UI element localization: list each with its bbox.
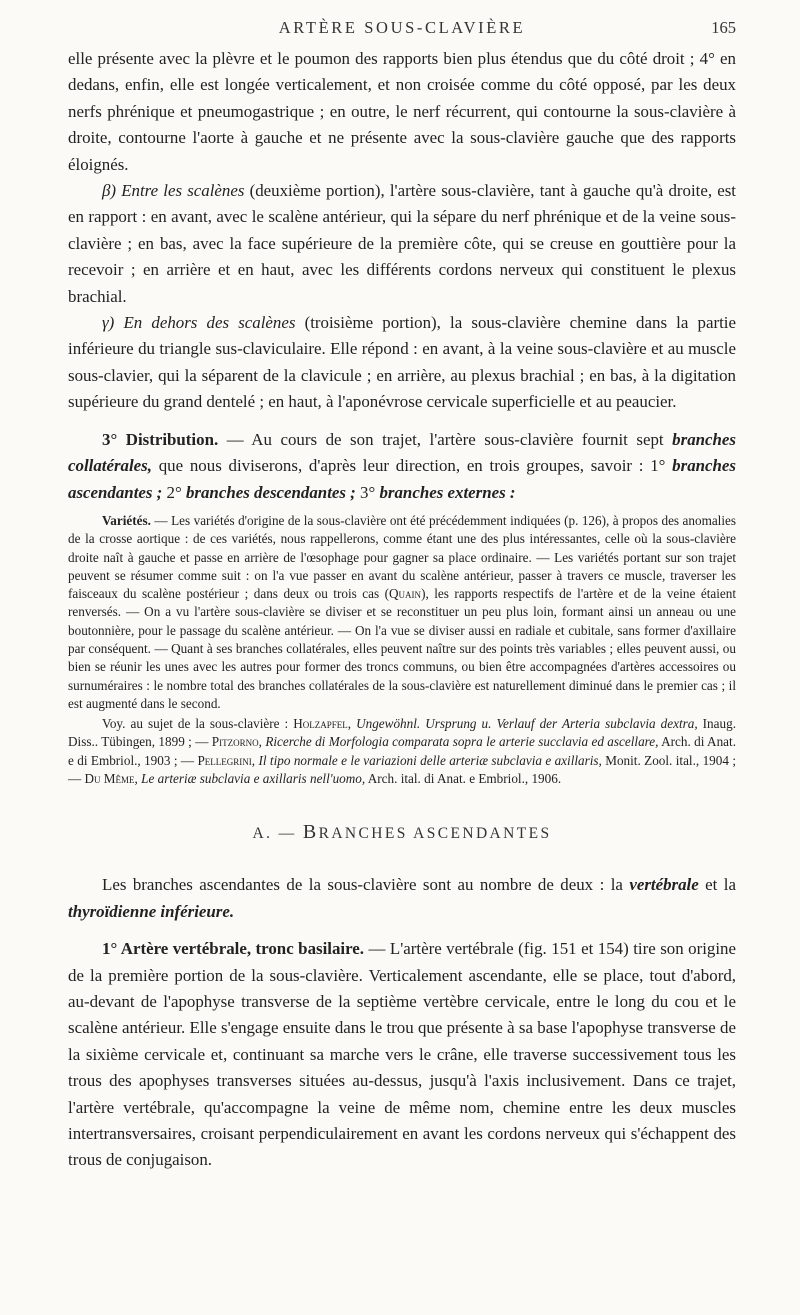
paragraph-ascending-intro	[68, 872, 736, 925]
paragraph-text: (troisième portion), la sous-clavière chemine dans la partie inférieure du triangle sus-claviculaire. Elle répond : en avant, à la veine sous-clavière et au muscle sous-clavier, qui la séparent de la clavicule ; en arrière, au plexus brachial ; en bas, à la digitation supérieure du grand dentelé ; en haut, à l'aponévrose cervicale superficielle et au peaucier.	[68, 313, 736, 412]
reference-text: Monit. Zool. ital., 1904 ; —	[68, 752, 736, 787]
paragraph-outside-scalenes	[68, 310, 736, 416]
reference-title: Le arteriæ subclavia e axillaris nell'uomo,	[141, 771, 366, 787]
term-external-branches: branches externes :	[379, 482, 516, 502]
reference-text: Inaug. Diss.. Tübingen, 1899 ; —	[68, 716, 736, 750]
paragraph-between-scalenes	[68, 178, 736, 310]
subsection-title: En dehors des scalènes	[123, 313, 296, 333]
reference-author: Du Même	[84, 771, 135, 787]
reference-text: ,	[258, 734, 266, 750]
term-ascending-branches: branches ascendantes ;	[68, 456, 736, 502]
vertebral-artery-heading: 1° Artère vertébrale, tronc basilaire.	[102, 939, 365, 959]
author-name: Quain	[389, 586, 422, 602]
page-number: 165	[711, 18, 736, 37]
reference-text: Voy. au sujet de la sous-clavière :	[102, 716, 294, 732]
paragraph-references	[68, 715, 736, 788]
reference-title: Ungewöhnl. Ursprung u. Verlauf der Arteria subclavia dextra,	[356, 716, 698, 732]
reference-author: Pellegrini	[197, 752, 252, 768]
paragraph-text: que nous diviserons, d'après leur direction, en trois groupes, savoir : 1°	[151, 456, 673, 476]
subsection-title: Entre les scalènes	[121, 181, 245, 201]
paragraph-text: ), les rapports respectifs de l'artère et de la veine étaient renversés. — On a vu l'artère sous-clavière se diviser et se reconstituer un peu plus loin, formant ainsi un anneau ou une boutonnière, pour le passage du scalène antérieur. — On l'a vue se diviser aussi en radiale et cubitale, sans former d'axillaire par conséquent. — Quant à ses branches collatérales, elles peuvent naître sur des points très variables ; elles peuvent aussi, ou bien se réunir les unes avec les autres pour former des troncs communs, ou bien être accompagnées d'artères accessoires ou surnuméraires : le nombre total des branches collatérales de la sous-clavière est naturellement diminué dans le premier cas ; il est augmenté dans le second.	[68, 586, 736, 711]
section-heading-ascending-branches	[68, 821, 736, 844]
term-vertebral: vertébrale	[629, 875, 699, 895]
section-initial-cap: B	[302, 821, 319, 844]
reference-text: Arch. di Anat. e di Embriol., 1903 ; —	[68, 734, 736, 768]
greek-marker-beta: β)	[102, 181, 117, 201]
varietes-heading: Variétés.	[102, 512, 151, 528]
paragraph-distribution	[68, 427, 736, 506]
paragraph-text: 2°	[162, 482, 186, 502]
term-collateral-branches: branches collatérales,	[68, 429, 736, 476]
term-descending-branches: branches descendantes ;	[185, 482, 356, 502]
paragraph-text: — L'artère vertébrale (fig. 151 et 154) tire son origine de la première portion de la sous-clavière. Verticalement ascendante, elle se place, tout d'abord, au-devant de l'apophyse transverse de la septième vertèbre cervicale, entre le long du cou et le scalène antérieur. Elle s'engage ensuite dans le trou que présente à sa base l'apophyse transverse de la sixième cervicale et, continuant sa marche vers le crâne, elle traverse successivement tous les trous des apophyses transverses situées au-dessus, jusqu'à l'axis inclusivement. Dans ce trajet, l'artère vertébrale, qu'accompagne la veine de même nom, chemine entre les deux muscles intertransversaires, croisant perpendiculairement en avant les cordons nerveux qui s'échappent des trous de conjugaison.	[68, 939, 736, 1170]
reference-title: Il tipo normale e le variazioni delle arteriæ subclavia e axillaris,	[258, 752, 602, 768]
paragraph-text: (deuxième portion), l'artère sous-clavière, tant à gauche qu'à droite, est en rapport : en avant, avec le scalène antérieur, qui la sépare du nerf phrénique et de la veine sous-clavière ; en bas, avec la face supérieure de la première côte, qui se creuse en gouttière pour la recevoir ; en arrière et en haut, avec les différents cordons nerveux qui constituent le plexus brachial.	[68, 181, 736, 306]
running-head	[68, 16, 736, 46]
reference-text: ,	[251, 752, 259, 768]
distribution-heading: 3° Distribution.	[102, 429, 219, 449]
reference-text: ,	[347, 716, 357, 732]
paragraph-varietes	[68, 512, 736, 713]
paragraph-text: — Au cours de son trajet, l'artère sous-clavière fournit sept	[218, 429, 673, 449]
running-title: ARTÈRE SOUS-CLAVIÈRE	[278, 18, 526, 37]
paragraph-text: elle présente avec la plèvre et le poumon des rapports bien plus étendus que du côté droit ; 4° en dedans, enfin, elle est longée verticalement, et non croisée comme du côté opposé, par les deux nerfs phrénique et pneumogastrique ; en outre, le nerf récurrent, qui contourne la sous-clavière à droite, contourne l'aorte à gauche et ne présente avec la sous-clavière gauche que des rapports éloignés.	[68, 49, 736, 174]
paragraph-left-subclavian-relations	[68, 46, 736, 178]
paragraph-text: Les branches ascendantes de la sous-clavière sont au nombre de deux : la	[102, 875, 630, 895]
section-prefix: A. —	[252, 825, 303, 843]
section-title-rest: RANCHES ASCENDANTES	[318, 825, 552, 843]
reference-text: ,	[134, 771, 142, 787]
document-page	[68, 16, 736, 1174]
reference-author: Pitzorno	[211, 734, 259, 750]
greek-marker-gamma: γ)	[102, 313, 115, 333]
paragraph-text: — Les variétés d'origine de la sous-clavière ont été précédemment indiquées (p. 126), à propos des anomalies de la crosse aortique : de ces variétés, nous rappellerons, comme étant une des plus intéressantes, celle où la sous-clavière droite naît à gauche et passe en arrière de l'œsophage pour gagner sa place ordinaire. — Les variétés portant sur son trajet peuvent se résumer comme suit : on l'a vue passer en avant du scalène antérieur, passer à travers ce muscle, traverser les faisceaux du scalène postérieur ; dans deux ou trois cas (	[68, 512, 736, 602]
reference-author: Holzapfel	[293, 716, 348, 732]
paragraph-text: 3°	[355, 482, 380, 502]
term-inferior-thyroid: thyroïdienne inférieure.	[68, 901, 235, 921]
reference-text: Arch. ital. di Anat. e Embriol., 1906.	[365, 771, 562, 787]
paragraph-text: et la	[698, 875, 736, 895]
reference-title: Ricerche di Morfologia comparata sopra le arterie succlavia ed ascellare,	[265, 734, 659, 750]
paragraph-vertebral-artery	[68, 936, 736, 1174]
